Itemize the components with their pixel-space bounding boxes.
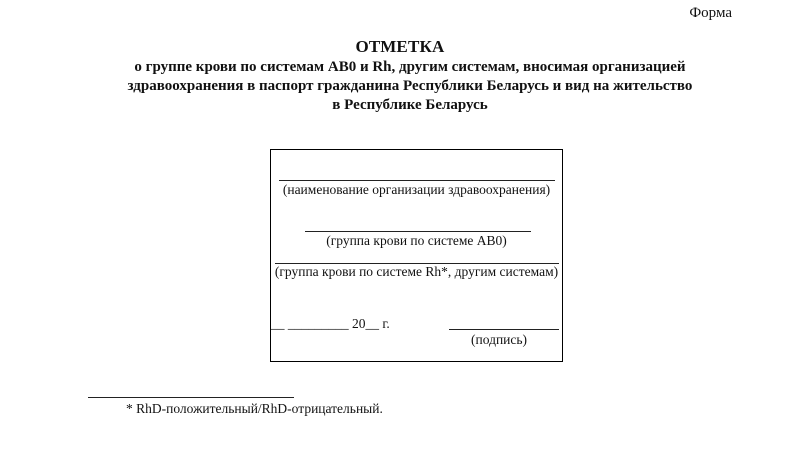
footnote: * RhD-положительный/RhD-отрицательный. [126, 401, 383, 416]
document-title: ОТМЕТКА [355, 37, 445, 56]
org-name-caption: (наименование организации здравоохранения) [282, 182, 551, 197]
subtitle-line: в Республике Беларусь [332, 97, 488, 113]
signature-line [449, 329, 559, 330]
form-label: Форма [689, 5, 732, 21]
rh-caption: (группа крови по системе Rh*, другим системам) [274, 264, 559, 279]
subtitle-line: здравоохранения в паспорт гражданина Республики Беларусь и вид на жительство [127, 78, 693, 94]
signature-caption: (подпись) [471, 332, 528, 347]
ab0-caption: (группа крови по системе АВ0) [326, 233, 507, 248]
stamp-box [270, 149, 563, 362]
date-field: __ _________ 20__ г. [271, 316, 390, 331]
footnote-separator [88, 397, 294, 398]
ab0-line [305, 231, 531, 232]
org-name-line [279, 180, 555, 181]
document-subtitle [70, 58, 750, 115]
subtitle-line: о группе крови по системам АВ0 и Rh, другим системам, вносимая организацией [134, 59, 686, 75]
